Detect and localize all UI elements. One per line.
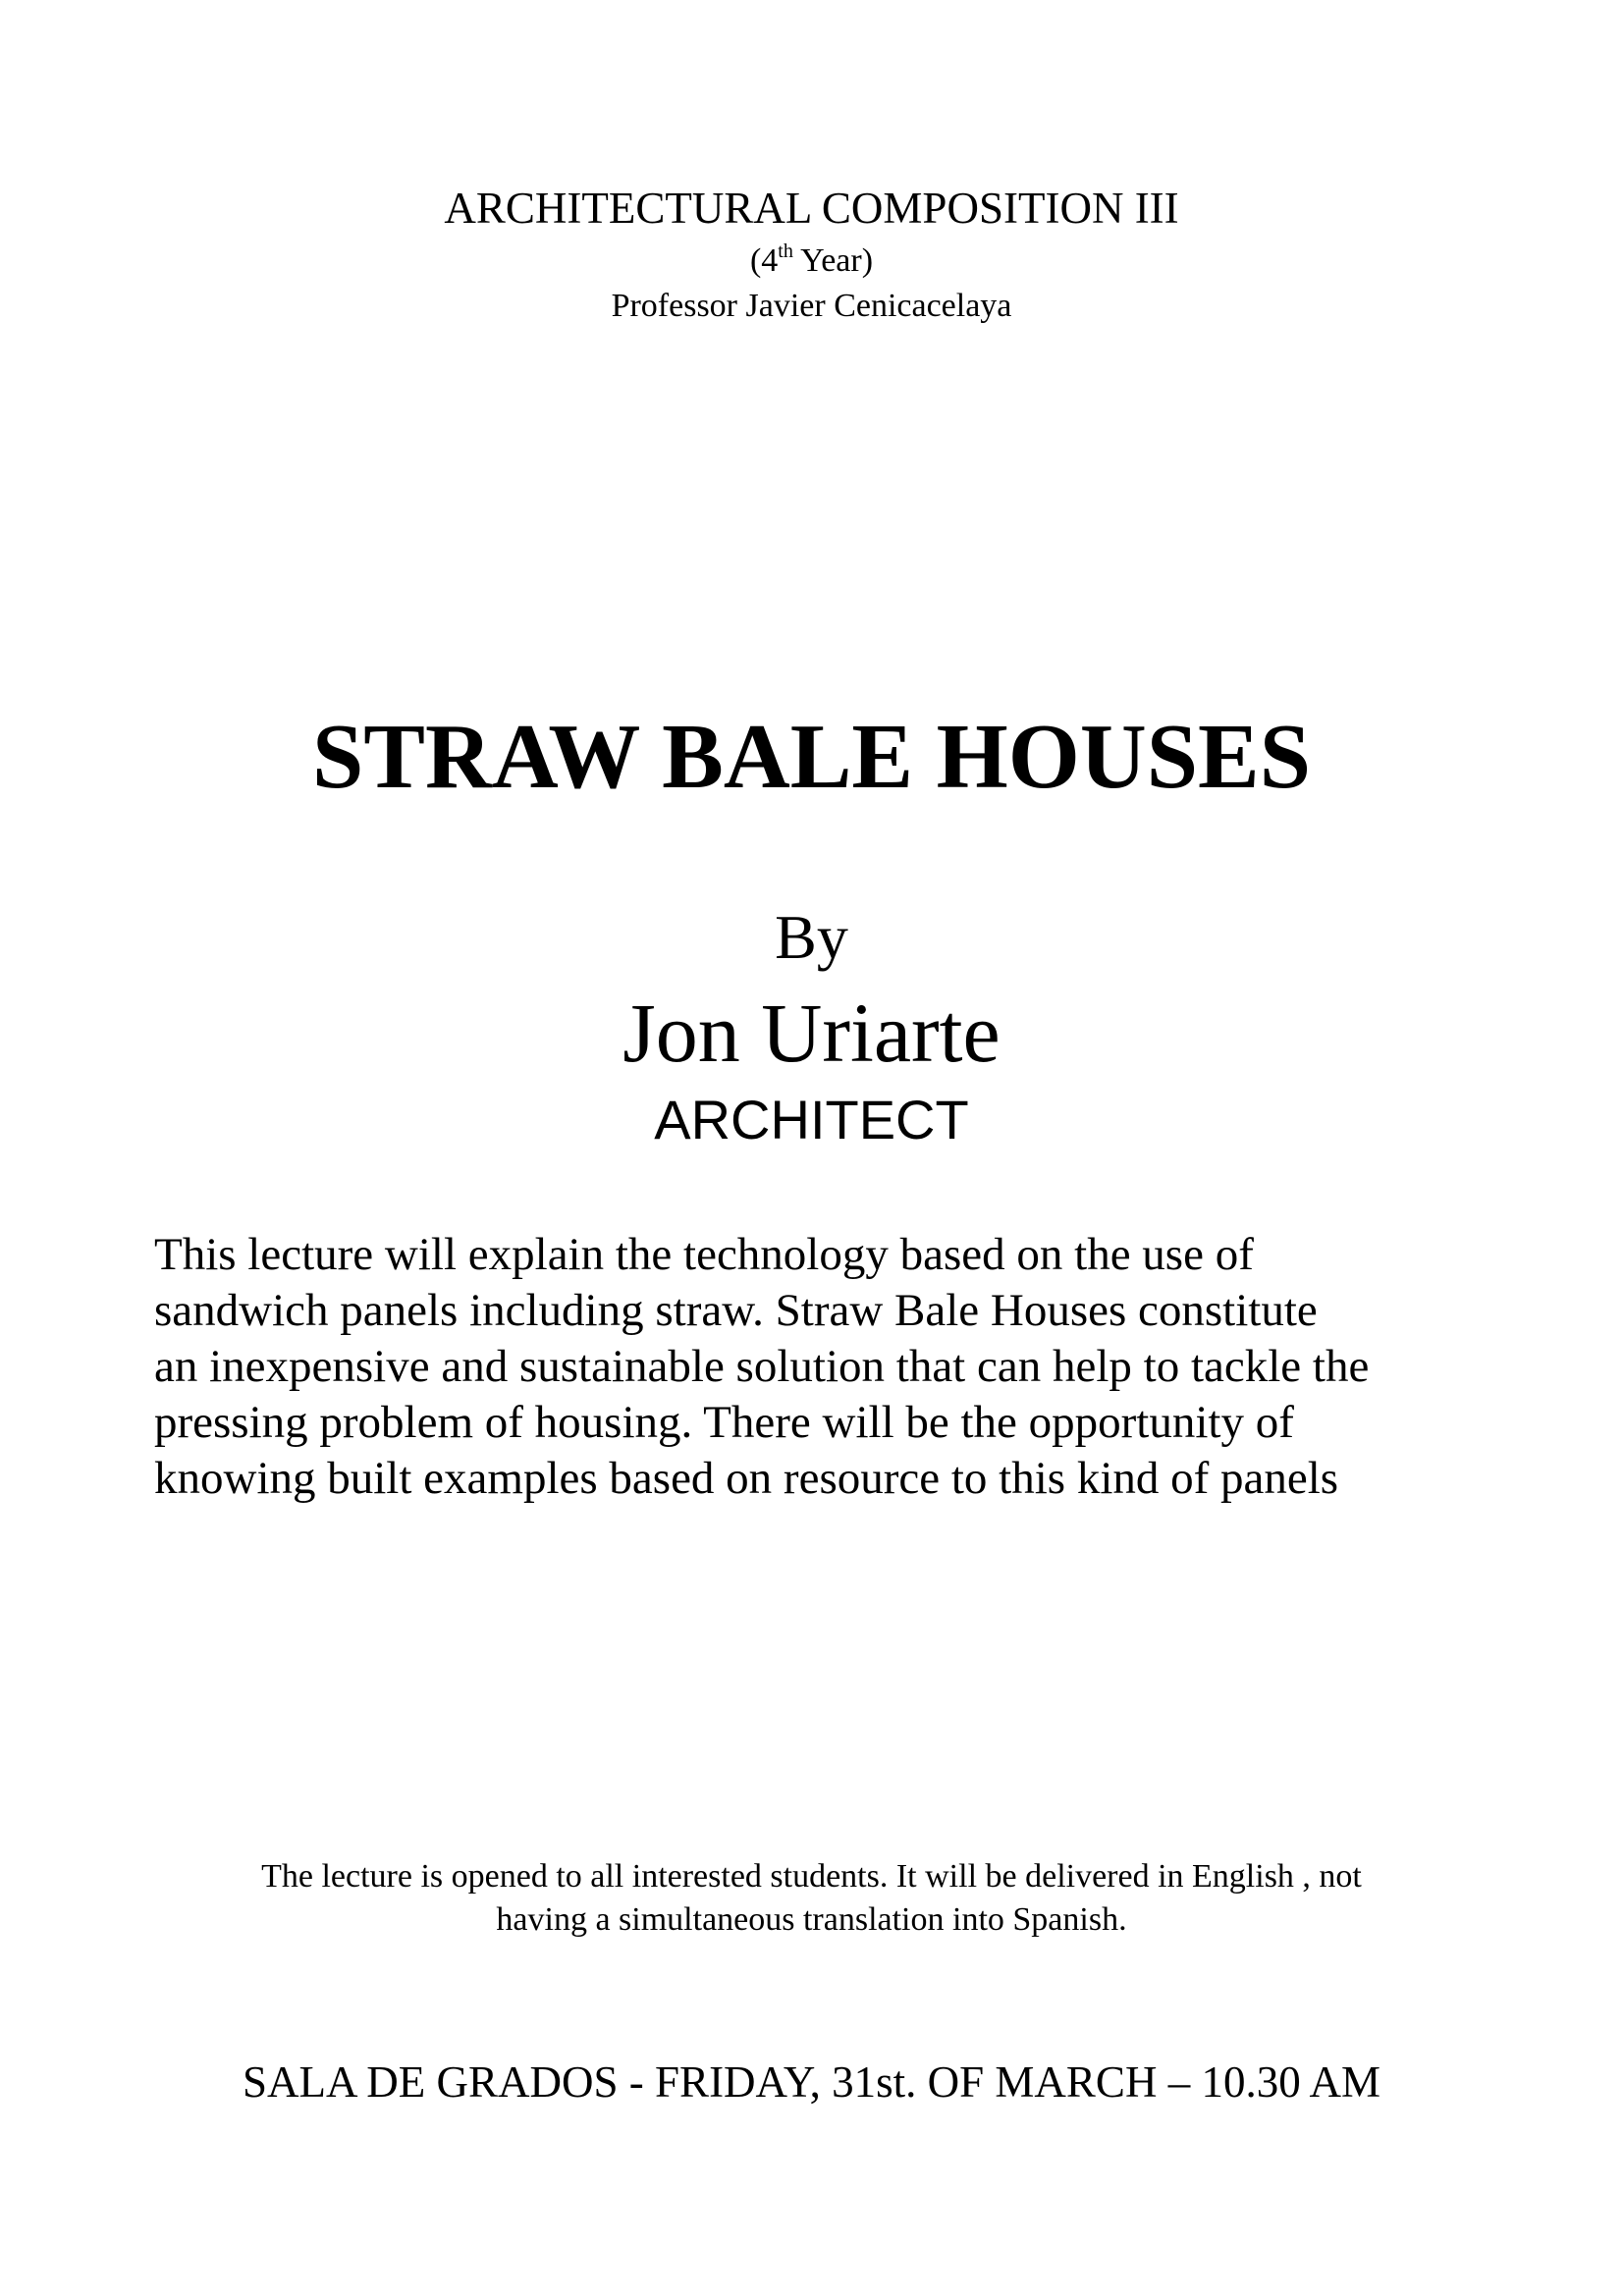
- notice-line-2: having a simultaneous translation into Spanish.: [496, 1901, 1127, 1938]
- description-line: an inexpensive and sustainable solution that can help to tackle the: [154, 1341, 1370, 1392]
- event-location-time: SALA DE GRADOS - FRIDAY, 31st. OF MARCH – 10.30 AM: [243, 2057, 1380, 2107]
- lecture-title: STRAW BALE HOUSES: [312, 706, 1311, 808]
- course-professor: Professor Javier Cenicacelaya: [611, 288, 1012, 324]
- description-line: knowing built examples based on resource to this kind of panels: [154, 1453, 1339, 1504]
- course-title: ARCHITECTURAL COMPOSITION III: [444, 184, 1179, 233]
- speaker-role: ARCHITECT: [654, 1089, 969, 1150]
- course-year: [0, 241, 1623, 281]
- notice-line-1: The lecture is opened to all interested students. It will be delivered in English , not: [261, 1858, 1362, 1895]
- description-line: This lecture will explain the technology based on the use of: [154, 1229, 1254, 1280]
- by-label: By: [775, 902, 848, 972]
- course-year-ordinal: th: [778, 240, 793, 262]
- lecture-description: [154, 1227, 1480, 1507]
- attendance-notice: [0, 1855, 1623, 1942]
- description-line: pressing problem of housing. There will be the opportunity of: [154, 1397, 1294, 1448]
- speaker-name: Jon Uriarte: [622, 986, 1001, 1080]
- course-year-close: Year): [792, 242, 874, 279]
- description-line: sandwich panels including straw. Straw Bale Houses constitute: [154, 1285, 1318, 1336]
- course-year-open: (4: [749, 242, 779, 279]
